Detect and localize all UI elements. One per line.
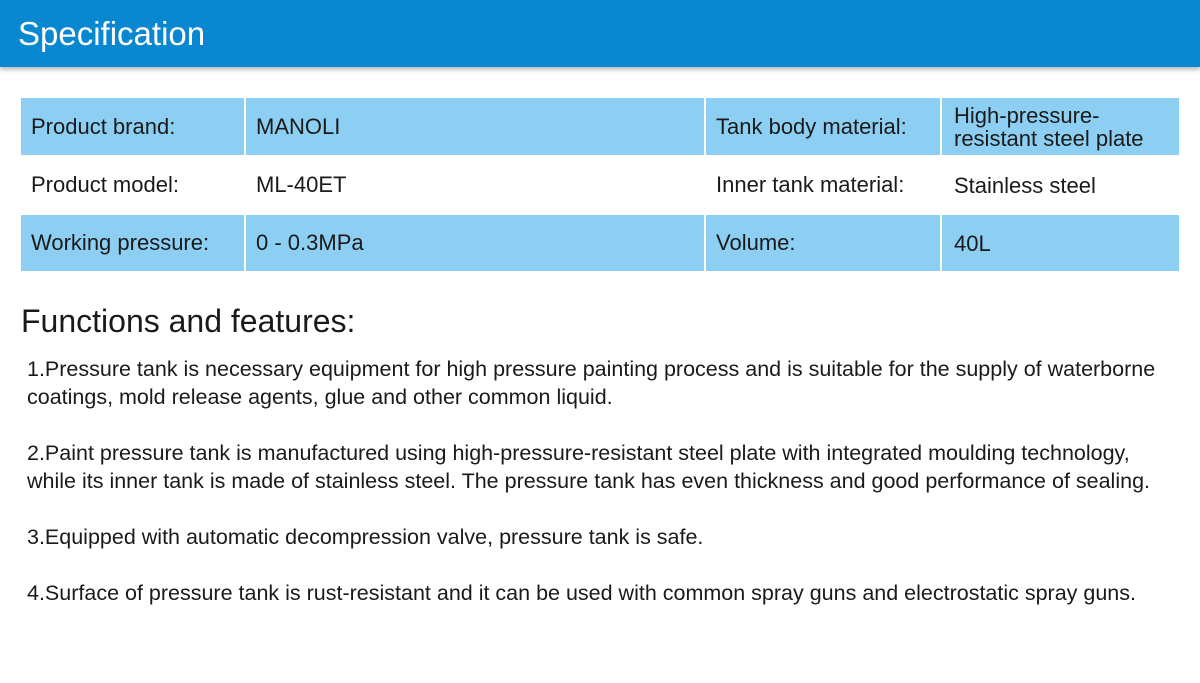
feature-item: 1.Pressure tank is necessary equipment for high pressure painting process and is suitable for the supply of waterborne coatings, mold release agents, glue and other common liquid.: [27, 357, 1156, 409]
spec-label: Product brand:: [21, 98, 245, 156]
spec-value: MANOLI: [245, 98, 705, 156]
spec-label: Product model:: [21, 156, 245, 214]
spec-label: Volume:: [705, 214, 941, 272]
header-bar: [0, 0, 1200, 67]
page-title: Specification: [18, 15, 206, 52]
spec-value: 40L: [941, 214, 1179, 272]
feature-item: 4.Surface of pressure tank is rust-resistant and it can be used with common spray guns and electrostatic spray guns.: [27, 581, 1136, 605]
feature-item: 2.Paint pressure tank is manufactured using high-pressure-resistant steel plate with integrated moulding technology, while its inner tank is made of stainless steel. The pressure tank has even thickness and good performance of sealing.: [27, 441, 1150, 493]
spec-label: Inner tank material:: [705, 156, 941, 214]
features-list: [27, 355, 1177, 635]
spec-value: Stainless steel: [941, 156, 1179, 214]
spec-value: ML-40ET: [245, 156, 705, 214]
spec-label: Tank body material:: [705, 98, 941, 156]
spec-label: Working pressure:: [21, 214, 245, 272]
features-heading: Functions and features:: [21, 303, 356, 339]
spec-row-brand: [21, 98, 1179, 156]
feature-item: 3.Equipped with automatic decompression valve, pressure tank is safe.: [27, 525, 704, 549]
spec-table: [21, 98, 1179, 273]
spec-value: High-pressure-resistant steel plate: [941, 98, 1179, 156]
spec-value: 0 - 0.3MPa: [245, 214, 705, 272]
spec-row-pressure: [21, 214, 1179, 272]
spec-row-model: [21, 156, 1179, 214]
